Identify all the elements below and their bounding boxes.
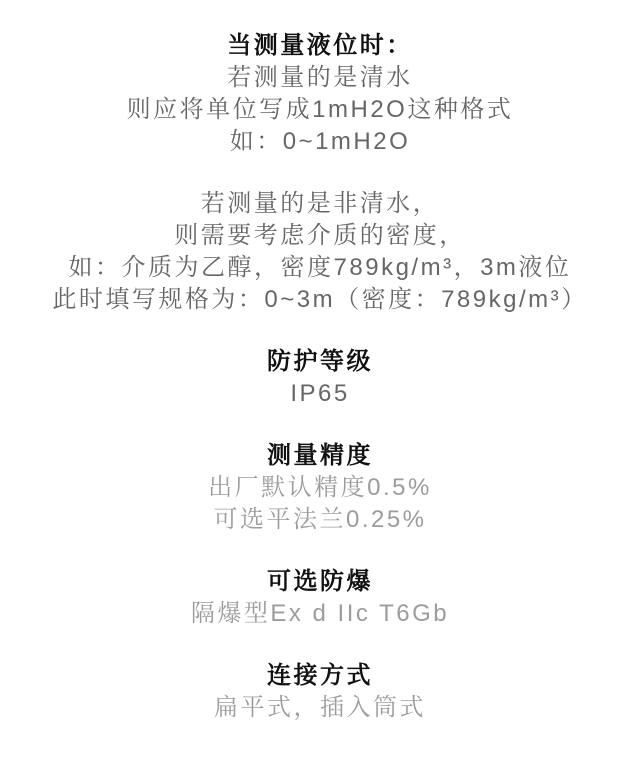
section-liquid-level-note	[0, 30, 640, 158]
section-protection-rating	[0, 346, 640, 410]
spec-line: 出厂默认精度0.5%	[208, 474, 432, 501]
spec-line: 若测量的是清水	[227, 64, 413, 91]
spec-line: 隔爆型Ex d IIc T6Gb	[190, 600, 450, 627]
spec-line: 则需要考虑介质的密度，	[174, 222, 466, 249]
section-non-clear-water-note	[0, 188, 640, 316]
section-heading-explosion-proof: 可选防爆	[267, 568, 373, 595]
spec-line: 可选平法兰0.25%	[213, 506, 427, 533]
spec-line: 扁平式，插入筒式	[214, 694, 426, 721]
section-heading-protection-rating: 防护等级	[267, 348, 373, 375]
spec-line: IP65	[290, 380, 350, 407]
section-connection-type	[0, 660, 640, 724]
section-measurement-accuracy	[0, 440, 640, 536]
section-heading-liquid-level: 当测量液位时：	[227, 32, 413, 59]
section-heading-measurement-accuracy: 测量精度	[267, 442, 373, 469]
spec-line: 若测量的是非清水，	[200, 190, 440, 217]
section-explosion-proof-option	[0, 566, 640, 630]
spec-line: 则应将单位写成1mH2O这种格式	[126, 96, 514, 123]
spec-line: 如：介质为乙醇，密度789kg/m³，3m液位	[68, 254, 572, 281]
section-heading-connection-type: 连接方式	[267, 662, 373, 689]
spec-line: 如：0~1mH2O	[229, 128, 411, 155]
spec-line: 此时填写规格为：0~3m（密度：789kg/m³）	[52, 286, 588, 313]
